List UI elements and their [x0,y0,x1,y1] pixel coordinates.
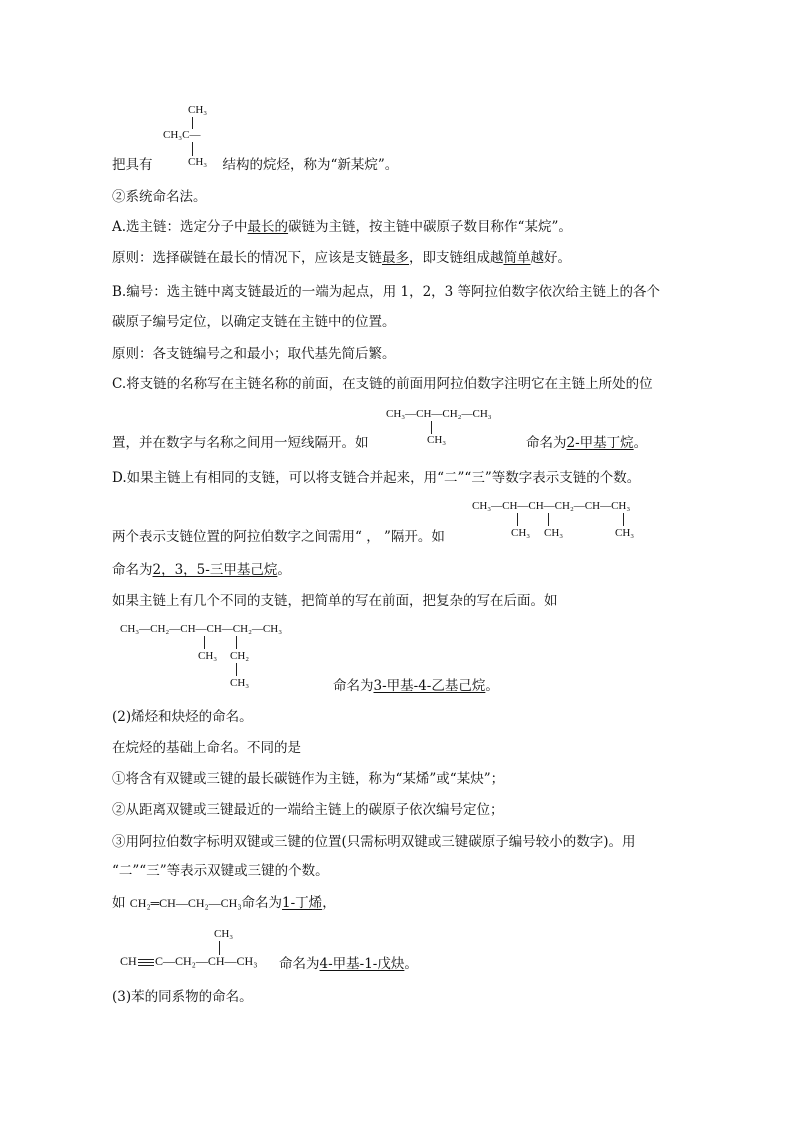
paragraph-line: ②系统命名法。 [112,189,207,205]
paragraph-line: B.编号：选主链中离支链最近的一端为起点，用 1，2，3 等阿拉伯数字依次给主链上的各个 [112,284,661,300]
answer-text: 最长的 [247,219,289,235]
branch-group: CH₂ [230,650,250,662]
paragraph-line: 原则：各支链编号之和最小；取代基先简后繁。 [112,346,396,362]
branch-group: CH₃ [615,527,635,539]
text: 结构的烷烃，称为“新某烷”。 [222,157,399,173]
text: 如 [112,895,130,911]
paragraph-line [526,433,647,453]
answer-text: 简单 [503,250,531,266]
paragraph-line: (2)烯烃和炔烃的命名。 [112,709,253,725]
text: 。 [404,956,418,972]
text: ，即支链组成越 [409,250,504,266]
text: ， [322,895,336,911]
paragraph-line [279,954,418,974]
paragraph-line: 如果主链上有几个不同的支链，把简单的写在前面，把复杂的写在后面。如 [112,593,558,609]
neo-top-group: CH₃ [188,104,208,116]
main-chain: CH₃—CH—CH—CH₂—CH—CH₃ [472,500,631,512]
paragraph-line: (3)苯的同系物的命名。 [112,989,253,1005]
paragraph-line [112,433,369,453]
bond-line [192,142,193,156]
paragraph-line: D.如果主链上有相同的支链，可以将支链合并起来，用“二”“三”等数字表示支链的个数。 [112,470,641,486]
text: 把具有 [112,157,153,173]
bond-line [236,636,237,649]
paragraph-line: ②从距离双键或三键最近的一端给主链上的碳原子依次编号定位； [112,802,504,818]
main-chain: CH₃—CH₂—CH—CH—CH₂—CH₃ [120,623,283,635]
paragraph-line: ①将含有双键或三键的最长碳链作为主链，称为“某烯”或“某炔”； [112,771,505,787]
paragraph-line: 在烷烃的基础上命名。不同的是 [112,740,301,756]
paragraph-line [333,676,499,696]
bond-line [204,636,205,649]
text: 越好。 [530,250,571,266]
text: 原则：选择碳链在最长的情况下，应该是支链 [112,250,382,266]
main-chain: CH₃—CH—CH₂—CH₃ [386,408,492,420]
branch-group: CH₃ [214,928,234,940]
paragraph-line: ③用阿拉伯数字标明双键或三键的位置(只需标明双键或三键碳原子编号较小的数字)。用 [112,834,636,850]
answer-text: 2，3，5-三甲基己烷 [152,562,278,578]
text: 。 [485,678,499,694]
paragraph-line: 碳原子编号定位，以确定支链在主链中的位置。 [112,314,396,330]
answer-text: 2-甲基丁烷 [566,435,634,451]
bond-line [623,513,624,526]
bond-line [431,421,432,434]
answer-text: 1-丁烯 [282,895,323,911]
text: 命名为 [279,956,320,972]
answer-text: 最多 [382,250,409,266]
triple-bond [138,959,154,966]
branch-group: CH₃ [544,527,564,539]
neo-mid-group: CH₃C— [163,129,201,141]
text: 碳链为主链，按主链中碳原子数目称作“某烷”。 [288,219,572,235]
bond-line [192,117,193,129]
text: 命名为 [241,895,283,911]
branch-group: CH₃ [511,527,531,539]
butene-formula: CH₂═CH—CH₂—CH₃ [129,896,242,910]
bond-line [517,513,518,526]
text: 。 [277,562,291,578]
branch-group: CH₃ [427,434,447,446]
text: 。 [633,435,648,451]
text: 命名为 [526,435,567,451]
paragraph-line [112,560,291,580]
neo-bottom-group: CH₃ [188,156,208,168]
bond-line [548,513,549,526]
paragraph-line [112,155,398,175]
answer-text: 3-甲基-4-乙基己烷 [373,678,486,694]
text: A.选主链：选定分子中 [112,219,248,235]
paragraph-line: C.将支链的名称写在主链名称的前面，在支链的前面用阿拉伯数字注明它在主链上所处的位 [112,376,653,392]
bond-line [219,941,220,955]
branch-group: CH₃ [198,650,218,662]
bond-line [236,663,237,676]
paragraph-line [112,217,572,237]
text: 命名为 [333,678,374,694]
main-chain-start: CH [120,954,137,968]
text: 置，并在数字与名称之间用一短线隔开。如 [112,435,369,451]
answer-text: 4-甲基-1-戊炔 [319,956,405,972]
text: 命名为 [112,562,153,578]
paragraph-line: “二”“三”等表示双键或三键的个数。 [112,863,329,879]
main-chain-rest: C—CH₂—CH—CH₃ [155,954,258,968]
branch-group: CH₃ [230,677,250,689]
paragraph-line: 两个表示支链位置的阿拉伯数字之间需用“ ， ”隔开。如 [112,529,445,545]
paragraph-line [112,893,336,913]
paragraph-line [112,248,571,268]
